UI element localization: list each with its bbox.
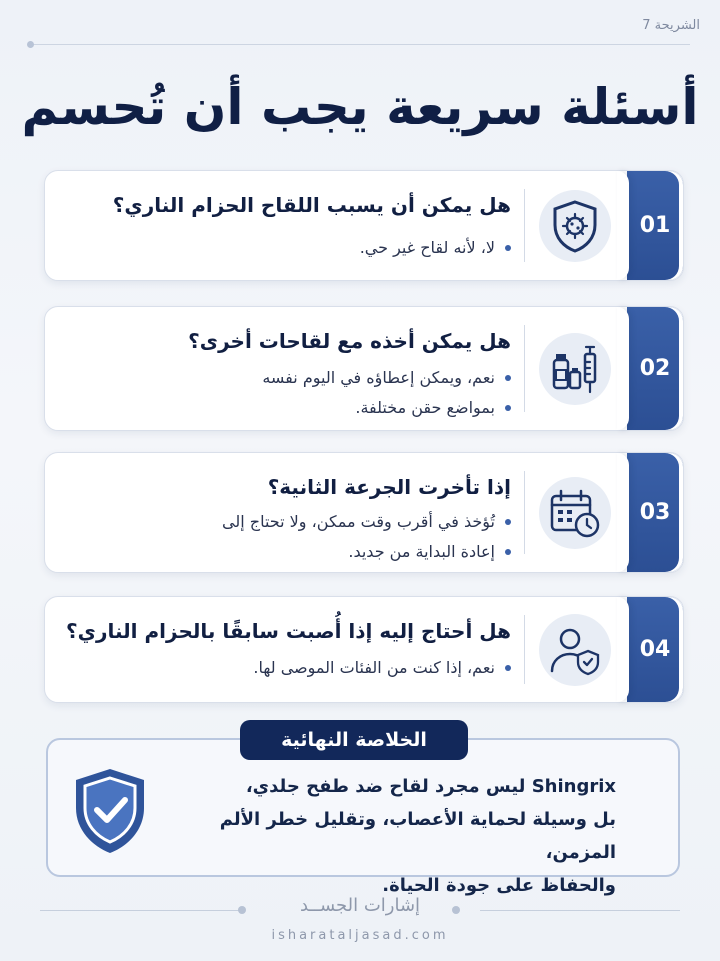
top-divider xyxy=(30,44,690,45)
faq-answer-line-1: تُؤخذ في أقرب وقت ممكن، ولا تحتاج إلى xyxy=(59,507,511,537)
faq-card-3 xyxy=(44,452,684,573)
summary-line-2: بل وسيلة لحماية الأعصاب، وتقليل خطر الألم المزمن، xyxy=(219,809,616,863)
faq-card-1 xyxy=(44,170,684,281)
virus-shield-icon xyxy=(539,190,611,262)
card-number-badge: 01 xyxy=(627,171,683,280)
page-title: أسئلة سريعة يجب أن تُحسم xyxy=(21,78,699,136)
faq-question: هل يمكن أخذه مع لقاحات أخرى؟ xyxy=(188,329,511,353)
summary-line-3: والحفاظ على جودة الحياة. xyxy=(382,875,616,896)
faq-question: إذا تأخرت الجرعة الثانية؟ xyxy=(267,475,511,499)
calendar-clock-icon xyxy=(539,477,611,549)
slide-number-label: الشريحة 7 xyxy=(642,18,700,33)
faq-question: هل أحتاج إليه إذا أُصبت سابقًا بالحزام الناري؟ xyxy=(66,619,511,643)
faq-question: هل يمكن أن يسبب اللقاح الحزام الناري؟ xyxy=(112,193,511,217)
check-shield-icon xyxy=(72,766,148,856)
card-number-badge: 03 xyxy=(627,453,683,572)
faq-answer-line-1: نعم، ويمكن إعطاؤه في اليوم نفسه xyxy=(59,363,511,393)
faq-answer-line-2: بمواضع حقن مختلفة. xyxy=(59,393,511,423)
summary-title: الخلاصة النهائية xyxy=(240,720,468,760)
faq-answer-line-2: إعادة البداية من جديد. xyxy=(59,537,511,567)
faq-card-4 xyxy=(44,596,684,703)
faq-answer: لا، لأنه لقاح غير حي. xyxy=(59,233,511,263)
summary-line-1: Shingrix ليس مجرد لقاح ضد طفح جلدي، xyxy=(245,776,616,797)
vaccine-vials-icon xyxy=(539,333,611,405)
footer-url: isharataljasad.com xyxy=(271,928,449,943)
faq-answer: نعم، إذا كنت من الفئات الموصى لها. xyxy=(59,653,511,683)
footer-brand: إشارات الجســد xyxy=(299,895,421,916)
card-number-badge: 04 xyxy=(627,597,683,702)
person-shield-icon xyxy=(539,614,611,686)
faq-card-2 xyxy=(44,306,684,431)
summary-text xyxy=(206,770,616,902)
card-number-badge: 02 xyxy=(627,307,683,430)
